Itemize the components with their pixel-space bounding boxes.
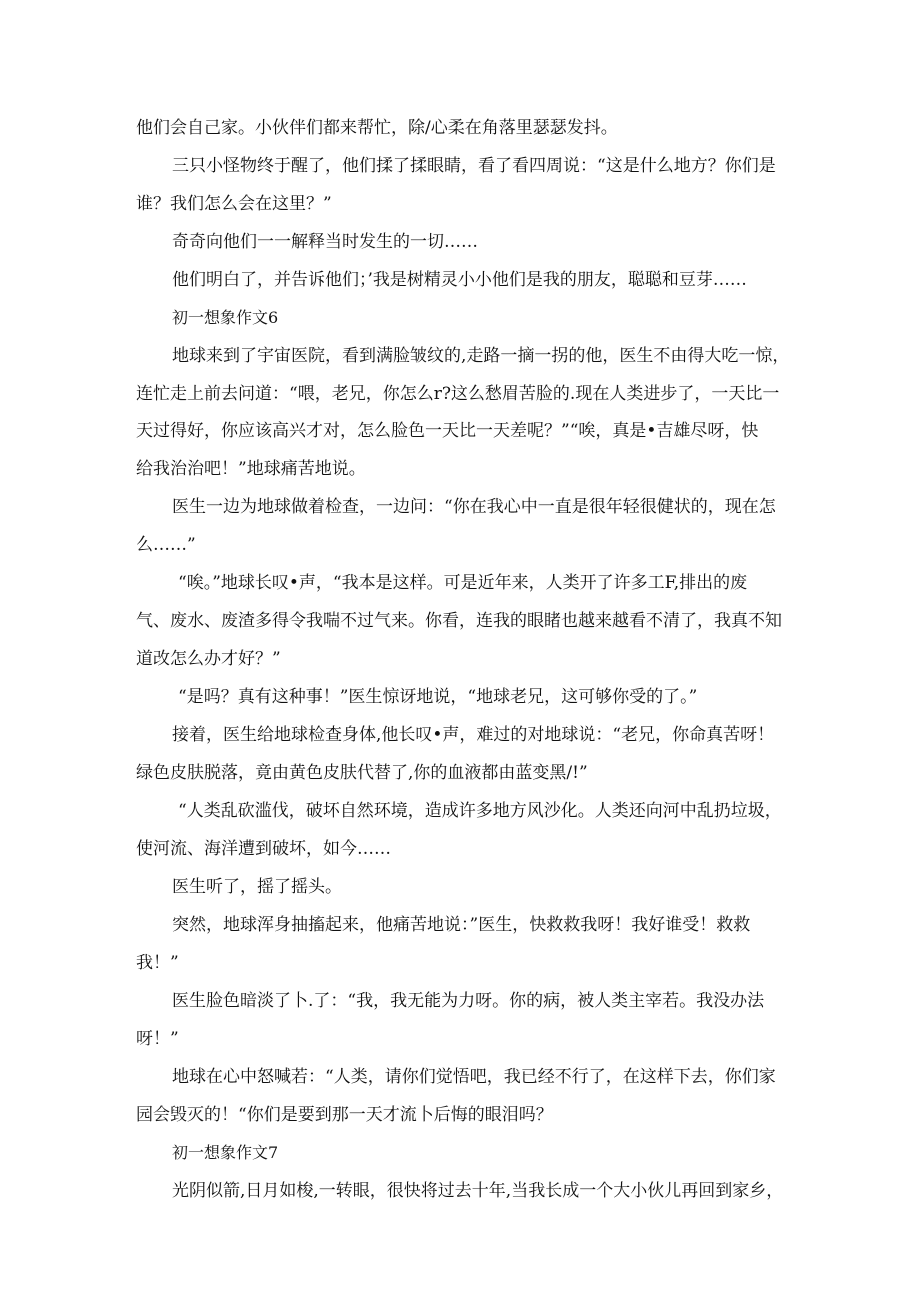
text-line: 使河流、海洋遭到破坏，如今…… <box>136 839 391 859</box>
text-line: “唉。”地球长叹•声，“我本是这样。可是近年来，人类开了许多工F,排出的废 <box>178 573 748 593</box>
text-line: 谁？我们怎么会在这里？” <box>136 194 332 214</box>
text-line: 连忙走上前去问道：“喂，老兄，你怎么r?这么愁眉苦脸的.现在人类进步了，一天比一 <box>136 384 780 404</box>
text-line: 他们明白了，并告诉他们；’我是树精灵小小他们是我的朋友，聪聪和豆芽…… <box>172 270 747 290</box>
text-line: 地球在心中怒喊若：“人类，请你们觉悟吧，我已经不行了，在这样下去，你们家 <box>172 1067 776 1087</box>
text-line: 天过得好，你应该高兴才对，怎么脸色一天比一天差呢？”“唉，真是•吉雄尽呀，快 <box>136 421 759 441</box>
text-line: 呀！” <box>136 1029 179 1049</box>
text-line: 光阴似箭,日月如梭,一转眼，很快将过去十年,当我长成一个大小伙儿再回到家乡， <box>172 1181 784 1201</box>
text-line: 绿色皮肤脱落，竟由黄色皮肤代替了,你的血液都由蓝变黑/!” <box>136 763 588 783</box>
text-line: 突然，地球浑身抽搐起来，他痛苦地说：”医生，快救救我呀！我好谁受！救救 <box>172 915 751 935</box>
text-line: 奇奇向他们一一解释当时发生的一切…… <box>172 232 478 252</box>
section-heading: 初一想象作文6 <box>172 308 279 327</box>
text-line: 医生听了，摇了摇头。 <box>172 877 342 897</box>
text-line: 医生脸色暗淡了卜.了：“我，我无能为力呀。你的病，被人类主宰若。我没办法 <box>172 991 765 1011</box>
text-line: 三只小怪物终于醒了，他们揉了揉眼睛，看了看四周说：“这是什么地方？你们是 <box>172 156 776 176</box>
text-line: 么……” <box>136 535 196 555</box>
text-line: 我！” <box>136 953 179 973</box>
text-line: 接着，医生给地球检查身体,他长叹•声，难过的对地球说：“老兄，你命真苦呀！ <box>172 725 775 745</box>
text-line: 气、废水、废渣多得令我喘不过气来。你看，连我的眼睹也越来越看不清了，我真不知 <box>136 611 782 631</box>
text-line: 道改怎么办才好？” <box>136 649 281 669</box>
text-line: 地球来到了宇宙医院，看到满脸皱纹的,走路一摘一拐的他，医生不由得大吃一惊， <box>172 346 790 366</box>
text-line: 他们会自己家。小伙伴们都来帮忙，除/心柔在角落里瑟瑟发抖。 <box>136 118 618 138</box>
section-heading: 初一想象作文7 <box>172 1143 279 1162</box>
text-line: 给我治治吧！”地球痛苦地说。 <box>136 459 366 479</box>
text-line: 园会毁灭的！“你们是要到那一天才流卜后悔的眼泪吗？ <box>136 1105 553 1125</box>
text-line: “人类乱砍滥伐，破坏自然环境，造成许多地方风沙化。人类还向河中乱扔垃圾， <box>178 801 782 821</box>
text-line: “是吗？真有这种事！”医生惊讶地说，“地球老兄，这可够你受的了。” <box>178 687 698 707</box>
text-line: 医生一边为地球做着检查，一边问：“你在我心中一直是很年轻很健状的，现在怎 <box>172 497 776 517</box>
